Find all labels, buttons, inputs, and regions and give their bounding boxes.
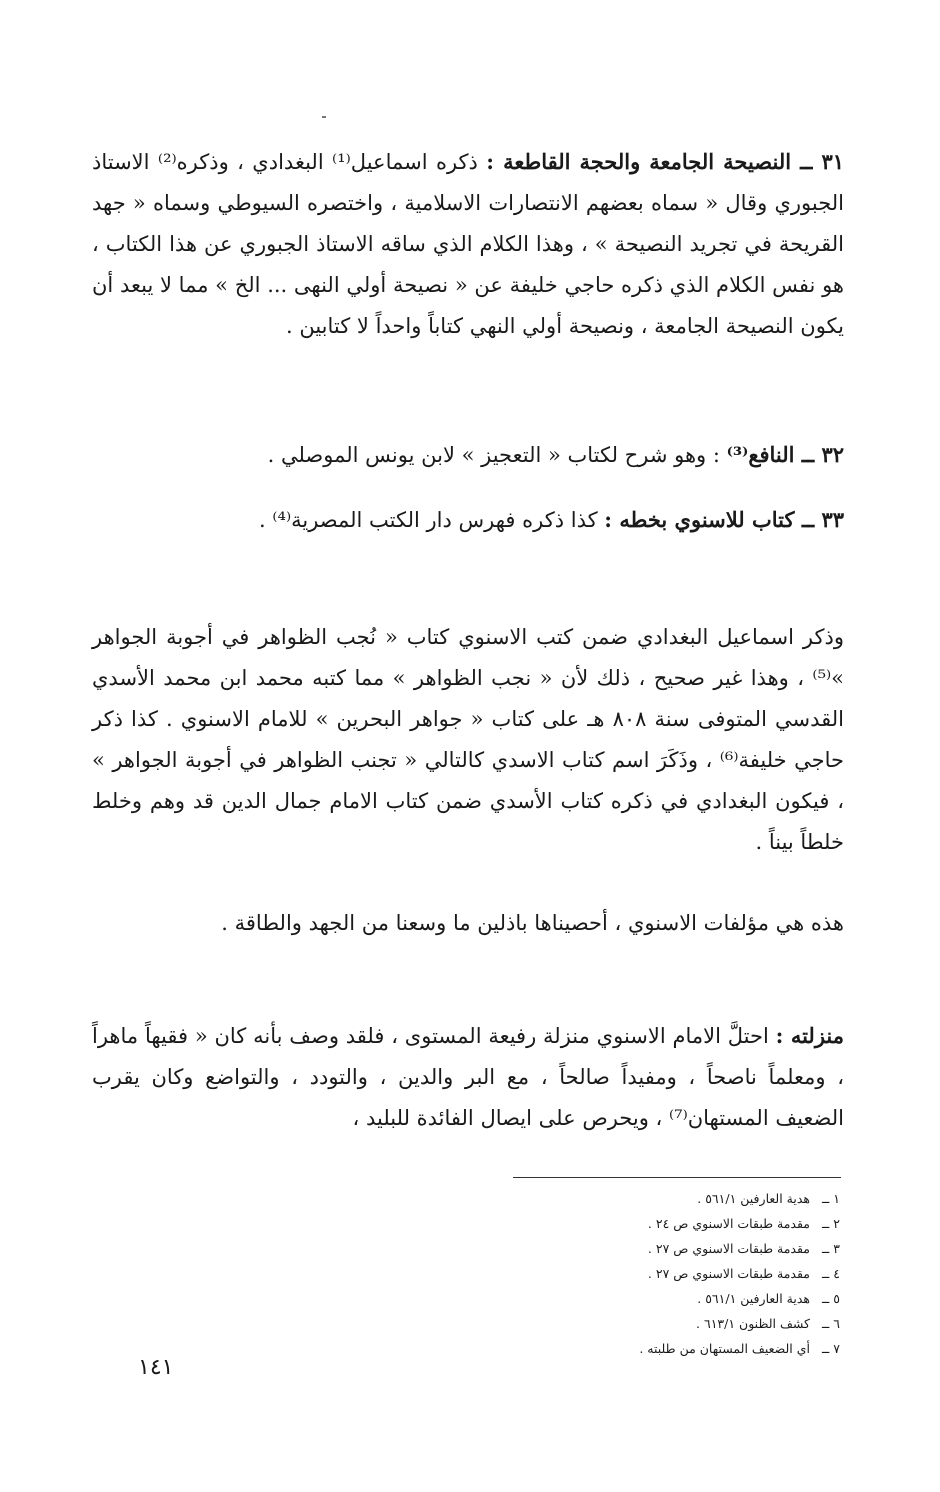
footnote-text: مقدمة طبقات الاسنوي ص ٢٧ . (647, 1241, 810, 1256)
footnote-item (560, 1186, 840, 1211)
footnote-item (560, 1236, 840, 1261)
summary-paragraph (92, 903, 844, 944)
footnote-text: أي الضعيف المستهان من طلبته . (639, 1341, 810, 1356)
footnote-number: ١ ــ (821, 1191, 840, 1206)
scan-speck (322, 116, 326, 118)
baghdadi-text: وذكر اسماعيل البغدادي ضمن كتب الاسنوي كتاب « نُجب الظواهر في أجوبة الجواهر »⁽⁵⁾ ، وهذا غير صحيح ، ذلك لأن « نجب الظواهر » مما كتبه محمد ابن محمد الأسدي القدسي المتوفى سنة ٨٠٨ هـ على كتاب « جواهر البحرين » للامام الاسنوي . كذا ذكر حاجي خليفة⁽⁶⁾ ، وذَكَرَ اسم كتاب الاسدي كالتالي « تجنب الظواهر في أجوبة الجواهر » ، فيكون البغدادي في ذكره كتاب الأسدي ضمن كتاب الامام جمال الدين قد وهم وخلط خلطاً بيناً . (92, 625, 844, 854)
footnote-item (560, 1211, 840, 1236)
summary-text: هذه هي مؤلفات الاسنوي ، أحصيناها باذلين ما وسعنا من الجهد والطاقة . (221, 911, 844, 935)
entry-33-paragraph (92, 499, 844, 541)
footnote-text: مقدمة طبقات الاسنوي ص ٢٤ . (647, 1216, 810, 1231)
entry-33-heading: ٣٣ ــ كتاب للاسنوي بخطه : (604, 507, 844, 532)
footnote-number: ٦ ــ (821, 1316, 840, 1331)
footnote-text: مقدمة طبقات الاسنوي ص ٢٧ . (647, 1266, 810, 1281)
entry-31-text: ذكره اسماعيل⁽¹⁾ البغدادي ، وذكره⁽²⁾ الاستاذ الجبوري وقال « سماه بعضهم الانتصارات الاسلامية ، واختصره السيوطي وسماه « جهد القريحة في تجريد النصيحة » ، وهذا الكلام الذي ساقه الاستاذ الجبوري عن هذا الكتاب ، هو نفس الكلام الذي ذكره حاجي خليفة عن « نصيحة أولي النهى ... الخ » مما لا يبعد أن يكون النصيحة الجامعة ، ونصيحة أولي النهي كتاباً واحداً لا كتابين . (92, 150, 844, 338)
footnote-item (560, 1286, 840, 1311)
footnote-number: ٧ ــ (821, 1341, 840, 1356)
footnote-item (560, 1261, 840, 1286)
status-heading: منزلته : (775, 1023, 844, 1048)
footnote-item (560, 1311, 840, 1336)
entry-32-text: : وهو شرح لكتاب « التعجيز » لابن يونس الموصلي . (267, 443, 727, 467)
status-paragraph (92, 1015, 844, 1139)
footnote-number: ٢ ــ (821, 1216, 840, 1231)
baghdadi-paragraph (92, 617, 844, 863)
footnote-text: هدية العارفين ٥٦١/١ . (697, 1291, 810, 1306)
footnote-item (560, 1336, 840, 1361)
status-text: احتلَّ الامام الاسنوي منزلة رفيعة المستوى ، فلقد وصف بأنه كان « فقيهاً ماهراً ، ومعلماً ناصحاً ، ومفيداً صالحاً ، مع البر والدين ، والتودد ، والتواضع وكان يقرب الضعيف المستهان⁽⁷⁾ ، ويحرص على ايصال الفائدة للبليد ، (92, 1024, 844, 1130)
footnote-text: كشف الظنون ٦١٣/١ . (696, 1316, 810, 1331)
page-number: ١٤١ (138, 1355, 174, 1380)
footnote-separator (513, 1177, 841, 1178)
entry-31-heading: ٣١ ــ النصيحة الجامعة والحجة القاطعة : (486, 149, 845, 174)
entry-31-paragraph (92, 141, 844, 347)
footnote-number: ٣ ــ (821, 1241, 840, 1256)
footnote-number: ٥ ــ (821, 1291, 840, 1306)
footnotes-list (560, 1186, 840, 1361)
entry-32-paragraph (92, 434, 844, 476)
entry-32-heading: ٣٢ ــ النافع⁽³⁾ (726, 442, 844, 467)
footnote-text: هدية العارفين ٥٦١/١ . (697, 1191, 810, 1206)
footnote-number: ٤ ــ (821, 1266, 840, 1281)
entry-33-text: كذا ذكره فهرس دار الكتب المصرية⁽⁴⁾ . (259, 508, 605, 532)
